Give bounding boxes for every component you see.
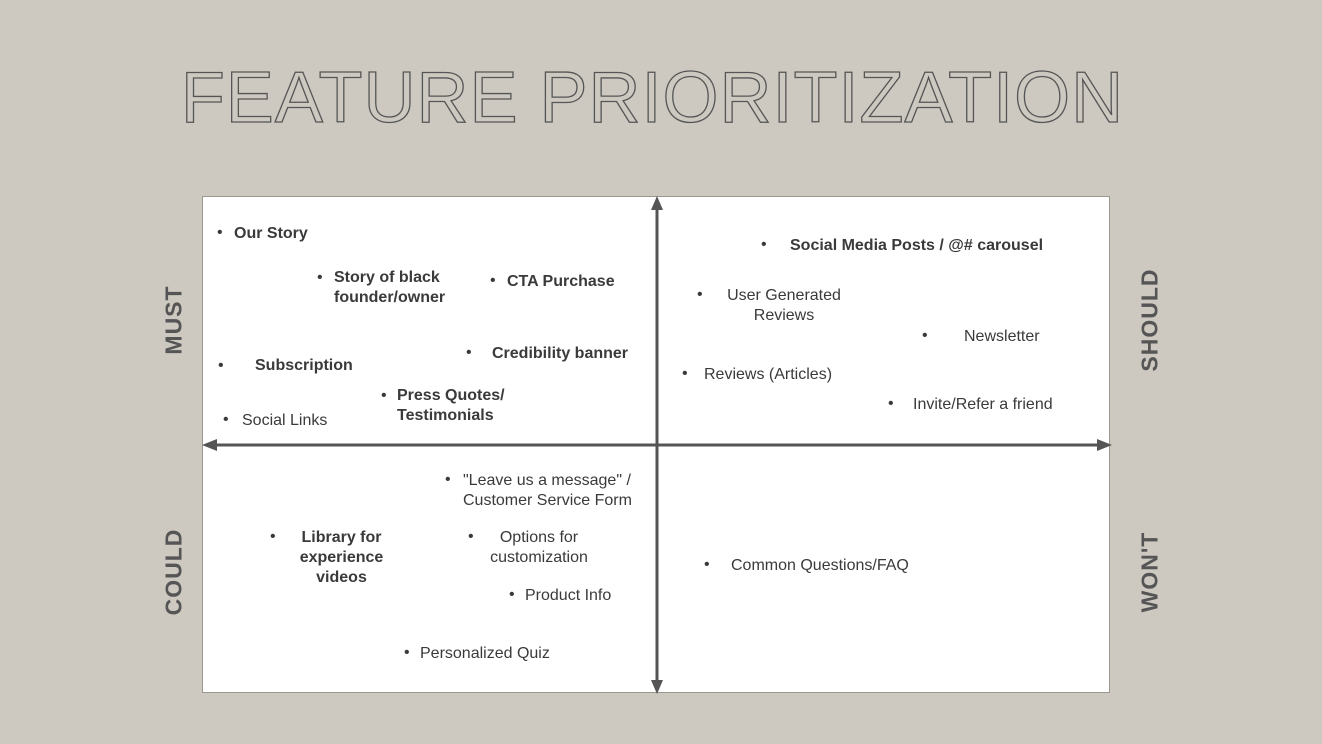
feature-press-quotes-line-2: Testimonials bbox=[397, 407, 494, 424]
feature-user-generated-reviews bbox=[722, 286, 846, 326]
quadrant-label-should: SHOULD bbox=[1136, 268, 1163, 372]
arrow-up-icon bbox=[651, 196, 663, 210]
feature-options-customization-line-1: Options for bbox=[499, 529, 579, 546]
bullet-icon: • bbox=[888, 395, 894, 412]
feature-credibility-banner: Credibility banner bbox=[492, 345, 629, 362]
bullet-icon: • bbox=[490, 272, 496, 289]
feature-cta-purchase: CTA Purchase bbox=[507, 273, 615, 290]
feature-press-quotes bbox=[397, 386, 505, 426]
feature-social-links: Social Links bbox=[242, 412, 328, 429]
bullet-icon: • bbox=[223, 411, 229, 428]
feature-library-videos-line-1: Library for bbox=[301, 529, 382, 546]
arrow-left-icon bbox=[202, 439, 217, 451]
feature-common-questions: Common Questions/FAQ bbox=[731, 557, 909, 574]
feature-library-videos-line-3: videos bbox=[316, 569, 367, 586]
feature-story-of-founder bbox=[334, 268, 445, 308]
feature-user-generated-reviews-line-2: Reviews bbox=[753, 307, 815, 324]
bullet-icon: • bbox=[466, 344, 472, 361]
feature-leave-message-line-1: "Leave us a message" / bbox=[463, 472, 631, 489]
bullet-icon: • bbox=[697, 286, 703, 303]
bullet-icon: • bbox=[704, 556, 710, 573]
bullet-icon: • bbox=[445, 471, 451, 488]
bullet-icon: • bbox=[509, 586, 515, 603]
bullet-icon: • bbox=[217, 224, 223, 241]
feature-options-customization bbox=[482, 528, 596, 568]
feature-newsletter: Newsletter bbox=[964, 328, 1040, 345]
feature-library-videos bbox=[289, 528, 394, 588]
feature-story-of-founder-line-1: Story of black bbox=[334, 269, 440, 286]
feature-options-customization-line-2: customization bbox=[490, 549, 588, 566]
feature-personalized-quiz: Personalized Quiz bbox=[420, 645, 550, 662]
feature-story-of-founder-line-2: founder/owner bbox=[334, 289, 446, 306]
feature-library-videos-line-2: experience bbox=[299, 549, 384, 566]
feature-social-media-posts: Social Media Posts / @# carousel bbox=[790, 237, 1044, 254]
bullet-icon: • bbox=[218, 357, 224, 374]
feature-press-quotes-line-1: Press Quotes/ bbox=[397, 387, 505, 404]
quadrant-label-must: MUST bbox=[160, 285, 187, 355]
feature-our-story: Our Story bbox=[234, 225, 308, 242]
feature-product-info: Product Info bbox=[525, 587, 612, 604]
bullet-icon: • bbox=[381, 387, 387, 404]
feature-user-generated-reviews-line-1: User Generated bbox=[727, 287, 841, 304]
arrow-right-icon bbox=[1097, 439, 1112, 451]
quadrant-label-wont: WON'T bbox=[1136, 531, 1163, 613]
feature-invite-refer: Invite/Refer a friend bbox=[913, 396, 1053, 413]
feature-subscription: Subscription bbox=[255, 357, 353, 374]
feature-leave-message bbox=[463, 471, 632, 511]
page-title: FEATURE PRIORITIZATION bbox=[180, 58, 1125, 138]
bullet-icon: • bbox=[317, 269, 323, 286]
quadrant-label-could: COULD bbox=[160, 528, 187, 616]
arrow-down-icon bbox=[651, 680, 663, 694]
feature-leave-message-line-2: Customer Service Form bbox=[463, 492, 632, 509]
feature-reviews-articles: Reviews (Articles) bbox=[704, 366, 833, 383]
bullet-icon: • bbox=[468, 528, 474, 545]
bullet-icon: • bbox=[404, 644, 410, 661]
bullet-icon: • bbox=[682, 365, 688, 382]
bullet-icon: • bbox=[922, 327, 928, 344]
bullet-icon: • bbox=[761, 236, 767, 253]
bullet-icon: • bbox=[270, 528, 276, 545]
